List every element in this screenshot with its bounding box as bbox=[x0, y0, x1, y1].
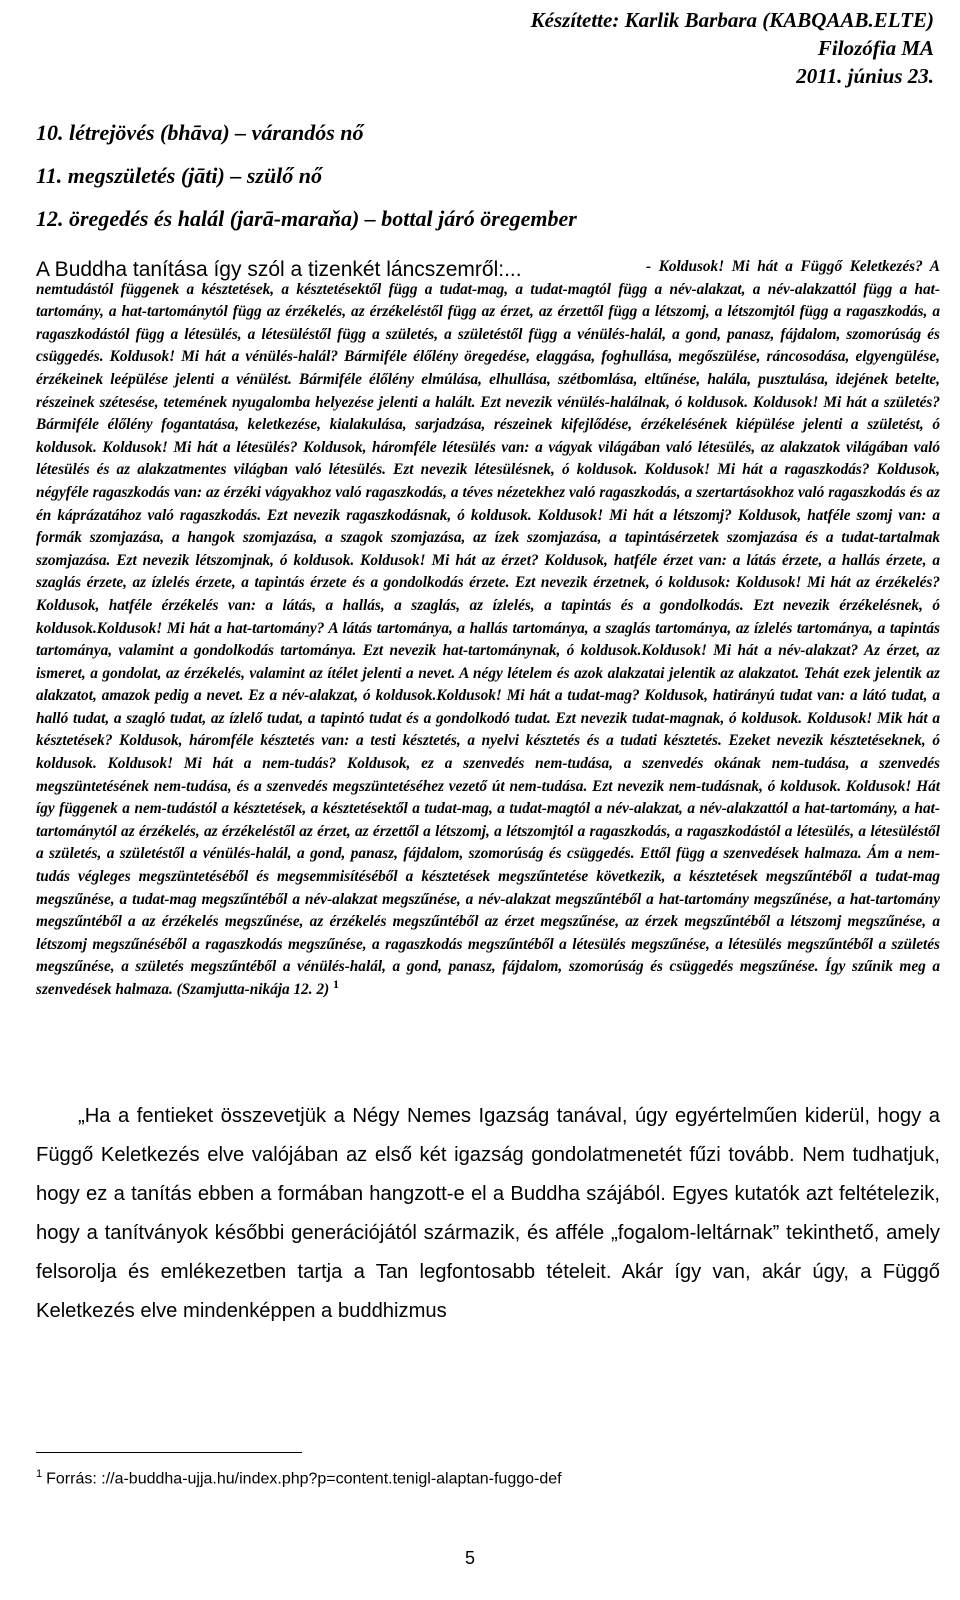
page-number: 5 bbox=[464, 1548, 475, 1568]
date-line: 2011. június 23. bbox=[796, 64, 934, 88]
list-item: 10. létrejövés (bhāva) – várandós nő bbox=[36, 120, 364, 145]
stage-list bbox=[36, 111, 916, 240]
list-item: 11. megszületés (jāti) – szülő nő bbox=[36, 163, 323, 188]
author-line: Készítette: Karlik Barbara (KABQAAB.ELTE) bbox=[530, 8, 934, 32]
footnote-ref[interactable]: 1 bbox=[333, 976, 340, 991]
footnote-text: Forrás: ://a-buddha-ujja.hu/index.php?p=content.tenigl-alaptan-fuggo-def bbox=[46, 1470, 562, 1488]
program-line: Filozófia MA bbox=[817, 36, 934, 60]
quote-lead: A Buddha tanítása így szól a tizenkét láncszemről:... bbox=[36, 258, 522, 281]
document-header bbox=[531, 6, 934, 90]
footnote-marker: 1 bbox=[36, 1468, 43, 1480]
body-paragraph: „Ha a fentieket összevetjük a Négy Nemes Igazság tanával, úgy egyértelműen kiderül, hogy a Függő Keletkezés elve valójában az első két igazság gondolatmenetét fűzi tovább. Nem tudhatjuk, hogy ez a tanítás ebben a formában hangzott-e el a Buddha szájából. Egyes kutatók azt feltételezik, hogy a tanítványok későbbi generációjától származik, és afféle „fogalom-leltárnak” tekinthető, amely felsorolja és emlékezetben tartja a Tan legfontosabb tételeit. Akár így van, akár úgy, a Függő Keletkezés elve mindenképpen a buddhizmus bbox=[36, 1105, 940, 1322]
footnote bbox=[36, 1462, 562, 1491]
list-item: 12. öregedés és halál (jarā-maraňa) – bottal járó öregember bbox=[36, 206, 577, 231]
quote-text: - Koldusok! Mi hát a Függő Keletkezés? A nemtudástól függenek a késztetések, a késztetésektől függ a tudat-mag, a tudat-magtól függ a név-alakzat, a név-alakzattól függ a hat-tartomány, a hat-tartománytól függ az érzékelés, az érzékeléstől függ az érzet, az érzettől függ a létszomj, a létszomjtól függ a ragaszkodás, a ragaszkodástól függ a létesülés, a létesüléstől függ a születés, a születéstől függ a vénülés-halál, a gond, panasz, fájdalom, szomorúság és csüggedés. Koldusok! Mi hát a vénülés-halál? Bármiféle élőlény öregedése, elaggása, foghullása, megőszülése, ráncosodása, elgyengülése, érzékeinek leépülése jelenti a vénülést. Bármiféle élőlény elmúlása, elhullása, szétbomlása, eltűnése, halála, pusztulása, idejének betelte, részeinek szétesése, tetemének nyugalomba helyezése jelenti a halált. Ezt nevezik vénülés-halálnak, ó koldusok. Koldusok! Mi hát a születés? Bármiféle élőlény fogantatása, keletkezése, kialakulása, sarjadzása, részeinek kifejlődése, érzékelésének kiépülése jelenti a születést, ó koldusok. Koldusok! Mi hát a létesülés? Koldusok, háromféle létesülés van: a vágyak világában való létesülés, az alakzatok világában való létesülés és az alakzatmentes világban való létesülés. Ezt nevezik létesülésnek, ó koldusok. Koldusok! Mi hát a ragaszkodás? Koldusok, négyféle ragaszkodás van: az érzéki vágyakhoz való ragaszkodás, a téves nézetekhez való ragaszkodás, a szertartásokhoz való ragaszkodás és az én káprázatához való ragaszkodás. Ezt nevezik ragaszkodásnak, ó koldusok. Koldusok! Mi hát a létszomj? Koldusok, hatféle szomj van: a formák szomjazása, a hangok szomjazása, a szagok szomjazása, az ízek szomjazása, a tapintásérzetek szomjazása és a tudat-tartalmak szomjazása. Ezt nevezik létszomjnak, ó koldusok. Koldusok! Mi hát az érzet? Koldusok, hatféle érzet van: a látás érzete, a hallás érzete, a szaglás érzete, az ízlelés érzete, a tapintás érzete és a gondolkodás érzete. Ezt nevezik érzetnek, ó koldusok: Koldusok! Mi hát az érzékelés? Koldusok, hatféle érzékelés van: a látás, a hallás, a szaglás, az ízlelés, a tapintás és a gondolkodás. Ezt nevezik érzékelésnek, ó koldusok.Koldusok! Mi hát a hat-tartomány? A látás tartománya, a hallás tartománya, a szaglás tartománya, az ízlelés tartománya, a tapintás tartománya, valamint a gondolkodás tartománya. Ezt nevezik hat-tartománynak, ó koldusok.Koldusok! Mi hát a név-alakzat? Az érzet, az ismeret, a gondolat, az érzékelés, valamint az ítélet jelenti a nevet. A négy lételem és azok alakzatai jelentik az alakzatot. Tehát ezek jelentik az alakzatot, amazok pedig a nevet. Ez a név-alakzat, ó koldusok.Koldusok! Mi hát a tudat-mag? Koldusok, hatirányú tudat van: a látó tudat, a halló tudat, a szagló tudat, az ízlelő tudat, a tapintó tudat és a gondolkodó tudat. Ezt nevezik tudat-magnak, ó koldusok. Koldusok! Mik hát a késztetések? Koldusok, háromféle késztetés van: a testi késztetés, a nyelvi késztetés és a tudati késztetés. Ezeket nevezik késztetéseknek, ó koldusok. Koldusok! Mi hát a nem-tudás? Koldusok, ez a szenvedés nem-tudása, a szenvedés okának nem-tudása, a szenvedés megszüntetésének nem-tudása, és a szenvedés megszüntetéséhez vezető út nem-tudása. Ezt nevezik nem-tudásnak, ó koldusok. Koldusok! Hát így függenek a nem-tudástól a késztetések, a késztetésektől a tudat-mag, a tudat-magtól a név-alakzat, a név-alakzattól a hat-tartomány, a hat-tartománytól az érzékelés, az érzékeléstől az érzet, az érzettől a létszomj, a létszomjtól a ragaszkodás, a ragaszkodástól a létesülés, a létesüléstől a születés, a születéstől a vénülés-halál, a gond, panasz, fájdalom, szomorúság és csüggedés. Ettől függ a szenvedések halmaza. Ám a nem-tudás végleges megszüntetéséből és megsemmisítéséből a késztetések megszűntetése következik, a késztetések megszűntéből a tudat-mag megszűnése, a tudat-mag megszűntéből a név-alakzat megszűnése, a név-alakzat megszűntéből a hat-tartomány megszűnése, a hat-tartomány megszűntéből a az érzékelés megszűnése, az érzékelés megszűntéből az érzet megszűnése, az érzek megszűntéből a létszomj megszűnése, a létszomj megszűnéséből a ragaszkodás megszűnése, a ragaszkodás megszűntéből a létesülés megszűnése, a létesülés megszűntéből a születés megszűnése, a születés megszűntéből a vénülés-halál, a gond, panasz, fájdalom, szomorúság és csüggedés megszűnése. Így szűnik meg a szenvedések halmaza. (Szamjutta-nikája 12. 2) bbox=[36, 258, 940, 998]
footnote-divider bbox=[36, 1452, 302, 1453]
quote-block bbox=[36, 256, 940, 1002]
